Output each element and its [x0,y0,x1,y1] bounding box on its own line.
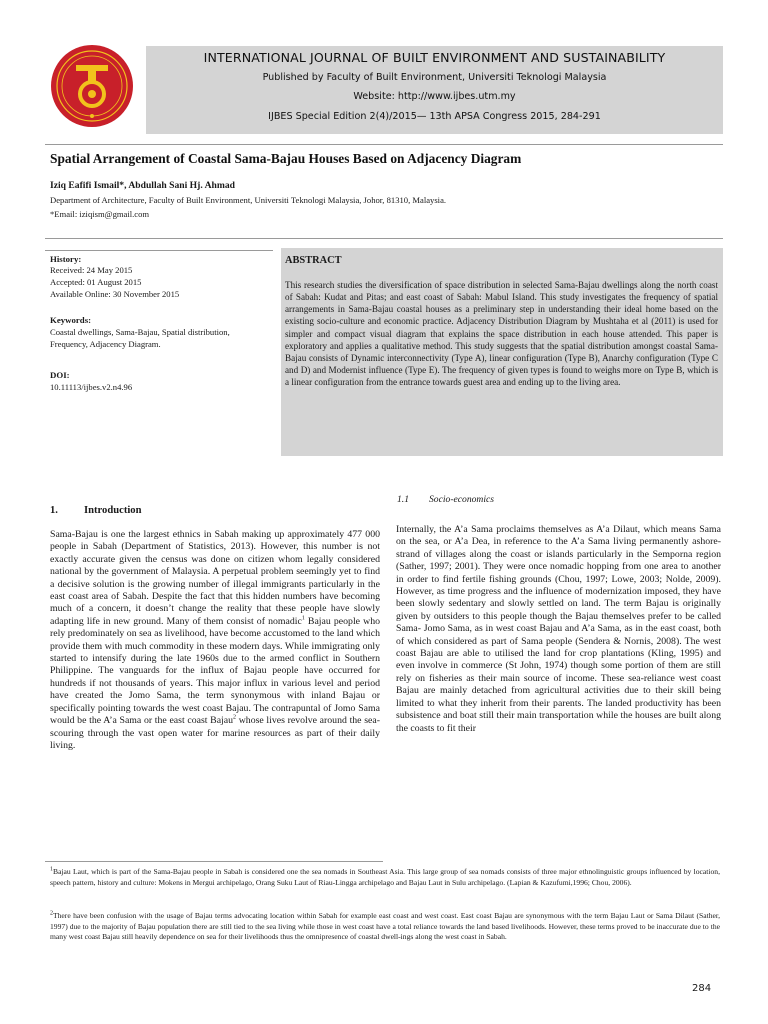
doi-value: 10.11113/ijbes.v2.n4.96 [50,382,133,392]
history-received: Received: 24 May 2015 [50,265,133,275]
paper-title: Spatial Arrangement of Coastal Sama-Bajau Houses Based on Adjacency Diagram [50,151,522,166]
abstract-text: This research studies the diversification of space distribution in selected Sama-Bajau dwellings along the north coast of Sabah: Kudat and Pitas; and east coast of Sabah: Mabul Island. This study investigates the frequency of spatial arrangements in Sama-Bajau coastal houses as a preliminary step in understanding their ideal home based on the existing socio-culture and economic practice. Adjacency Distribution Diagram by Mushtaha et al (2011) is used for simpler and compact visual diagram that explains the space distribution in each house attended. This paper is exploratory and applies a qualitative method. This study suggests that the spatial distribution amongst coastal Sama-Bajau consists of Dynamic interconnectivity (Type A), linear configuration (Type B), Anarchy configuration (Type C and D) and Modernist influence (Type E). The frequency of given types is found to weighs more on Type B, which is a linear configuration from the entrance towards guest area and ending up to the living area. [285,280,718,388]
body-text: whose lives revolve around the sea- scouring through the vast open water for marine resources as part of their daily living. [50,715,380,751]
section-number: 1. [50,505,58,516]
publisher-line: Published by Faculty of Built Environment, Universiti Teknologi Malaysia [262,72,607,83]
doi-label: DOI: [50,370,70,380]
subsection-title: Socio-economics [429,494,495,505]
subsection-number: 1.1 [397,494,409,505]
history-accepted: Accepted: 01 August 2015 [50,277,142,287]
body-text: Bajau people who rely predominately on sea as livelihood, have become accustomed to the land which provide them with much commodity in these modern days. While immigrating only started to intensify during the late 1960s due to the armed conflict in Southern Philippine. The vanguards for the influx of Bajau people have occurred for hundreds if not thousands of years. This major influx in various level and period have created the Jomo Sama, the term synonymous with inland Bajau or specifically pointing towards the west coast Bajau. The contrapuntal of Jomo Sama would be the A’a Sama or the east coast Bajau [50,615,380,727]
paper-authors: Iziq Eafifi Ismail*, Abdullah Sani Hj. Ahmad [50,180,235,191]
abstract-title: ABSTRACT [285,255,342,266]
introduction-body [50,529,380,752]
introduction-heading [50,505,142,516]
author-email: *Email: iziqism@gmail.com [50,209,150,219]
history-label: History: [50,254,82,264]
keywords-label: Keywords: [50,315,92,325]
socio-economics-heading [397,494,494,505]
footnote-text: There have been confusion with the usage of Bajau terms advocating location within Sabah for example east coast and west coast. East coast Bajau are synonymous with the term Bajau Laut or Sama Dilaut (Sather, 1997) due to the majority of Bajau population there are still tied to the sea living while those in west coast have a total reliance towards the land based livelihoods. However, these terms proved to be inaccurate due to the many west coast Bajau still heavily dependence on sea for their livelihoods thus the omnipresence of coastal dwell-ings along the west coast in Sabah. [50,911,720,942]
divider [45,238,723,239]
keywords-line: Coastal dwellings, Sama-Bajau, Spatial distribution, [50,327,230,337]
footnote-ref: 2 [233,714,237,721]
footnote-mark: 2 [50,910,53,917]
edition-line: IJBES Special Edition 2(4)/2015— 13th APSA Congress 2015, 284-291 [268,111,601,122]
socio-economics-body: Internally, the A’a Sama proclaims themselves as A’a Dilaut, which means Sama on the sea, or A’a Dea, in reference to the A’a Sama living permanently ashore- strand of villages along the coast or islands particularly in the Semporna region (Sather, 1997; 2001). They were once nomadic hopping from one area to another in order to find fertile fishing grounds (Chou, 1997; Lowe, 2003; Nolde, 2009). However, as time progress and the influence of modernization imposed, they have been slowly sedentary and slowly settled on land. The term Bajau is originally given by outsiders to this people though the Bajau themselves prefer to be called Sama- Jomo Sama, as in west coast Bajau and A’a Sama, as in the east coast, both of which considered as part of Sama people (Sendera & Nornis, 2008). The west coast Bajau are able to utilised the land for crop plantations (Kling, 1995) and even involve in commerce (St John, 1974) though some portion of them are still rely on fisheries as their main source of income. These sea-reliance west coast Bajau are mainly detached from agricultural activities due to their skill being limited to what they inherit from their parents. The landed productivity has been subsistence and boat still their main transportation while the houses are built along the coasts to fit their [396,524,721,734]
page-number: 284 [692,983,712,994]
footnote-2 [50,911,720,943]
university-logo-seal [50,44,134,128]
keywords-line: Frequency, Adjacency Diagram. [50,339,161,349]
divider [45,144,723,145]
footnote-1 [50,867,720,888]
body-text: Sama-Bajau is one the largest ethnics in Sabah making up approximately 477 000 people in Sabah (Department of Statistics, 2013). However, this number is not exactly accurate given the census was done on citizen whom legally considered national by the government of Malaysia. A perpetual problem seemingly yet to find a decisive solution is the growing number of illegal immigrants particularly in the east coast area of Sabah. Despite the fact that this hidden numbers have becoming much of a concern, it doesn’t change the reality that these people have slowly adapting life in new ground. Many of them consist of nomadic [50,529,380,627]
footnote-ref: 1 [301,615,305,622]
footnote-divider [45,861,383,862]
journal-website: Website: http://www.ijbes.utm.my [353,91,516,102]
footnote-mark: 1 [50,866,53,873]
section-title: Introduction [84,505,142,516]
author-affiliation: Department of Architecture, Faculty of Built Environment, Universiti Teknologi Malaysia, Johor, 81310, Malaysia. [50,195,447,205]
footnote-text: Bajau Laut, which is part of the Sama-Bajau people in Sabah is considered one the sea nomads in Southeast Asia. This large group of sea nomads consists of three major ethnolinguistic groups influenced by location, speech pattern, history and culture: Mokens in Mergui archipelago, Orang Suku Laut of Riau-Lingga archipelago and Bajau Laut in Sulu archipelago. (Lapian & Kazufumi,1996; Chou, 2006). [50,867,720,887]
journal-title: INTERNATIONAL JOURNAL OF BUILT ENVIRONMENT AND SUSTAINABILITY [203,50,666,65]
history-online: Available Online: 30 November 2015 [50,289,180,299]
